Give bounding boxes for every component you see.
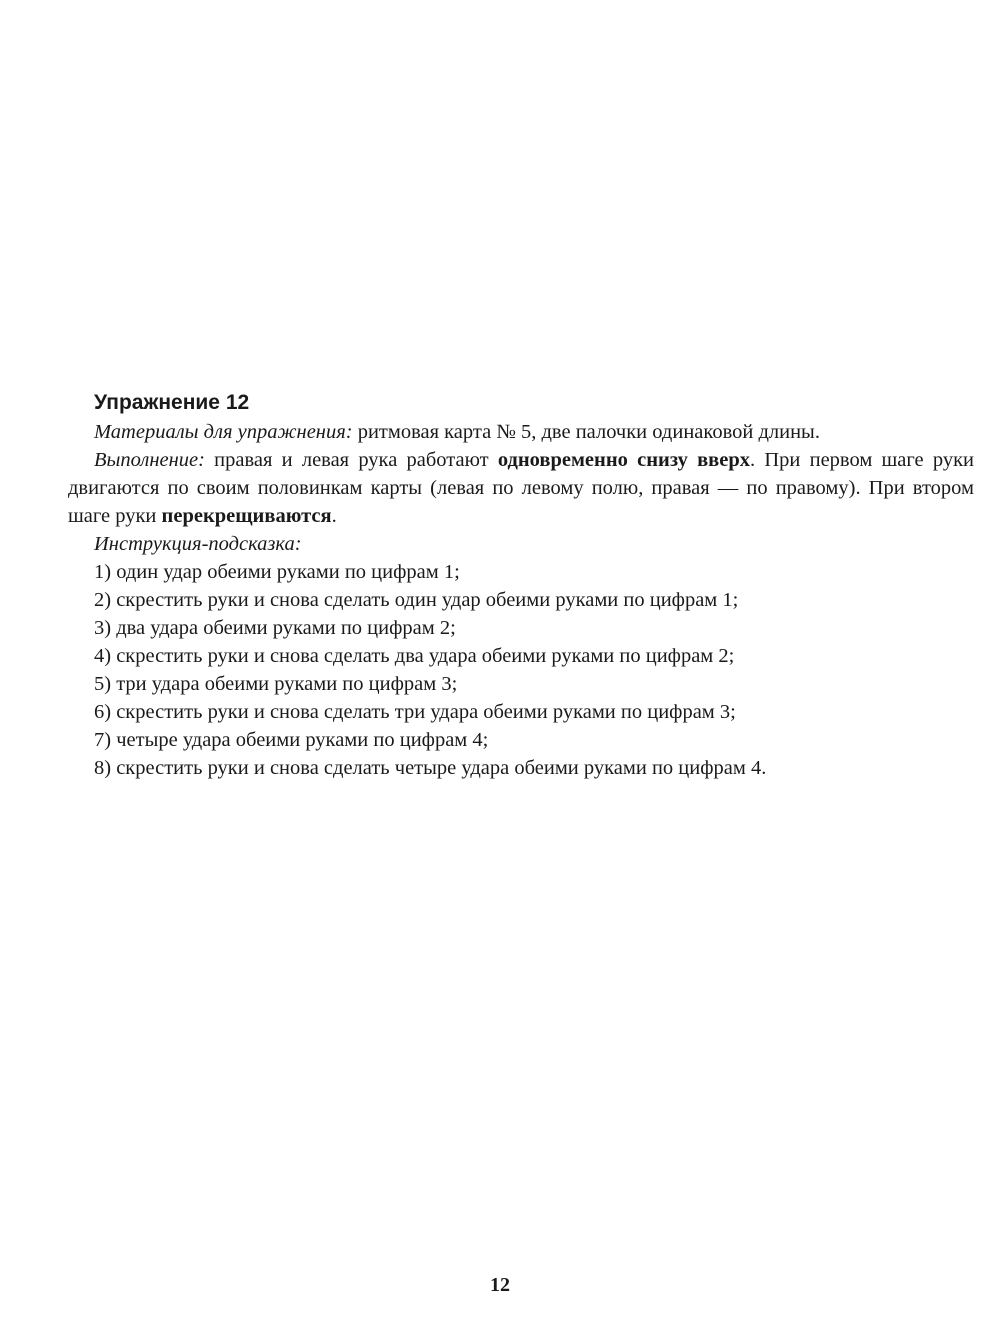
execution-bold-simultaneous: одновременно снизу вверх [497,449,751,471]
step-item: 2) скрестить руки и снова сделать один удар обеими руками по цифрам 1; [94,589,739,611]
step-item: 3) два удара обеими руками по цифрам 2; [94,617,456,639]
execution-label: Выполнение: [94,449,205,471]
step-item: 6) скрестить руки и снова сделать три удара обеими руками по цифрам 3; [94,701,736,723]
exercise-title: Упражнение 12 [94,391,250,414]
exercise-section [68,388,974,782]
steps-list [68,558,974,782]
materials-text: ритмовая карта № 5, две палочки одинаковой длины. [352,421,820,443]
execution-text-middle: . При первом шаге руки двигаются по своим половинкам карты (левая по левому полю, правая — по правому). При втором шаге руки [68,449,975,527]
step-item: 4) скрестить руки и снова сделать два удара обеими руками по цифрам 2; [94,645,735,667]
execution-text-end: . [331,505,337,527]
materials-paragraph [68,418,974,446]
step-item: 8) скрестить руки и снова сделать четыре удара обеими руками по цифрам 4. [94,757,767,779]
execution-paragraph [68,446,974,530]
step-item: 5) три удара обеими руками по цифрам 3; [94,673,458,695]
page-number: 12 [490,1274,510,1296]
execution-bold-cross: перекрещиваются [161,505,332,527]
step-item: 1) один удар обеими руками по цифрам 1; [94,561,460,583]
hint-label: Инструкция-подсказка: [94,533,302,555]
execution-text-start: правая и левая рука работают [204,449,498,471]
step-item: 7) четыре удара обеими руками по цифрам 4; [94,729,489,751]
materials-label: Материалы для упражнения: [94,421,353,443]
